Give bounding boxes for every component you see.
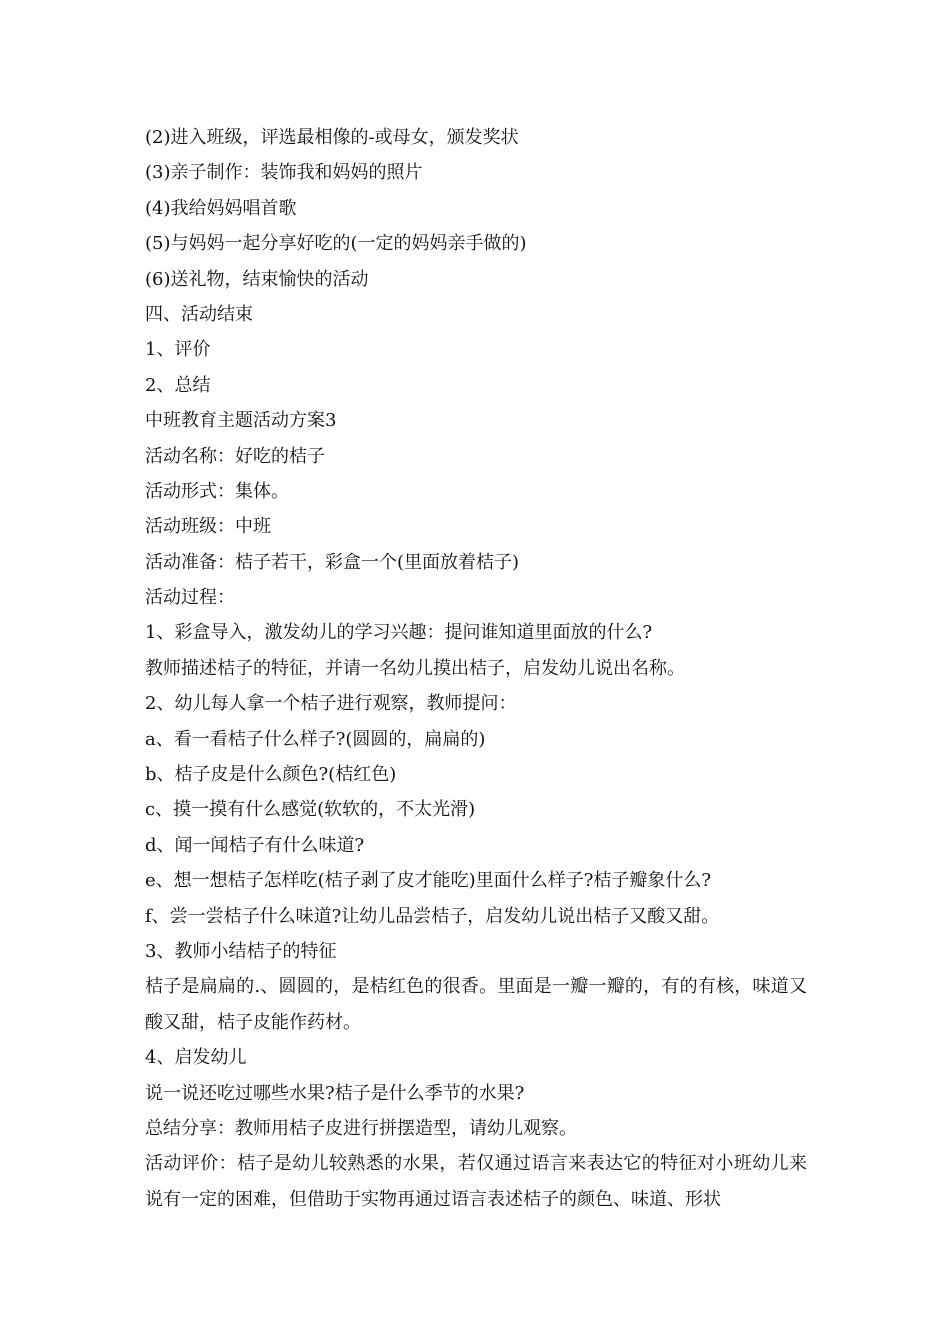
summary-paragraph: 桔子是扁扁的.、圆圆的，是桔红色的很香。里面是一瓣一瓣的，有的有核，味道又酸又甜，桔子皮能作药材。 [145, 976, 807, 1033]
text-line: (2)进入班级，评选最相像的-或母女，颁发奖状 [145, 127, 519, 148]
text-line: (6)送礼物，结束愉快的活动 [145, 268, 369, 290]
text-line: 说一说还吃过哪些水果?桔子是什么季节的水果? [145, 1082, 525, 1104]
document-body [145, 120, 807, 1217]
text-line: (5)与妈妈一起分享好吃的(一定的妈妈亲手做的) [145, 233, 527, 255]
text-line: f、尝一尝桔子什么味道?让幼儿品尝桔子，启发幼儿说出桔子又酸又甜。 [145, 905, 720, 927]
text-line: (3)亲子制作：装饰我和妈妈的照片 [145, 162, 423, 184]
activity-process-heading: 活动过程： [145, 587, 235, 609]
text-line: c、摸一摸有什么感觉(软软的，不太光滑) [145, 799, 476, 821]
text-line: a、看一看桔子什么样子?(圆圆的，扁扁的) [145, 728, 486, 750]
activity-form: 活动形式：集体。 [145, 480, 289, 502]
activity-class: 活动班级：中班 [145, 516, 271, 538]
activity-preparation: 活动准备：桔子若干，彩盒一个(里面放着桔子) [145, 551, 520, 573]
text-line: (4)我给妈妈唱首歌 [145, 197, 297, 219]
text-line: 总结分享：教师用桔子皮进行拼摆造型，请幼儿观察。 [145, 1117, 577, 1139]
text-line: e、想一想桔子怎样吃(桔子剥了皮才能吃)里面什么样子?桔子瓣象什么? [145, 870, 711, 892]
text-line: 1、彩盒导入，激发幼儿的学习兴趣：提问谁知道里面放的什么? [145, 622, 653, 644]
evaluation-paragraph: 活动评价：桔子是幼儿较熟悉的水果，若仅通过语言来表达它的特征对小班幼儿来说有一定的困难，但借助于实物再通过语言表述桔子的颜色、味道、形状 [145, 1153, 807, 1210]
text-line: 2、幼儿每人拿一个桔子进行观察，教师提问： [145, 693, 517, 715]
text-line: d、闻一闻桔子有什么味道? [145, 834, 365, 856]
plan-title: 中班教育主题活动方案3 [145, 410, 337, 432]
text-line: b、桔子皮是什么颜色?(桔红色) [145, 764, 397, 786]
text-line: 4、启发幼儿 [145, 1047, 247, 1069]
text-line: 教师描述桔子的特征，并请一名幼儿摸出桔子，启发幼儿说出名称。 [145, 657, 685, 679]
text-line: 1、评价 [145, 339, 211, 361]
section-heading: 四、活动结束 [145, 303, 253, 325]
text-line: 2、总结 [145, 374, 211, 396]
activity-name: 活动名称：好吃的桔子 [145, 445, 325, 467]
text-line: 3、教师小结桔子的特征 [145, 940, 337, 962]
